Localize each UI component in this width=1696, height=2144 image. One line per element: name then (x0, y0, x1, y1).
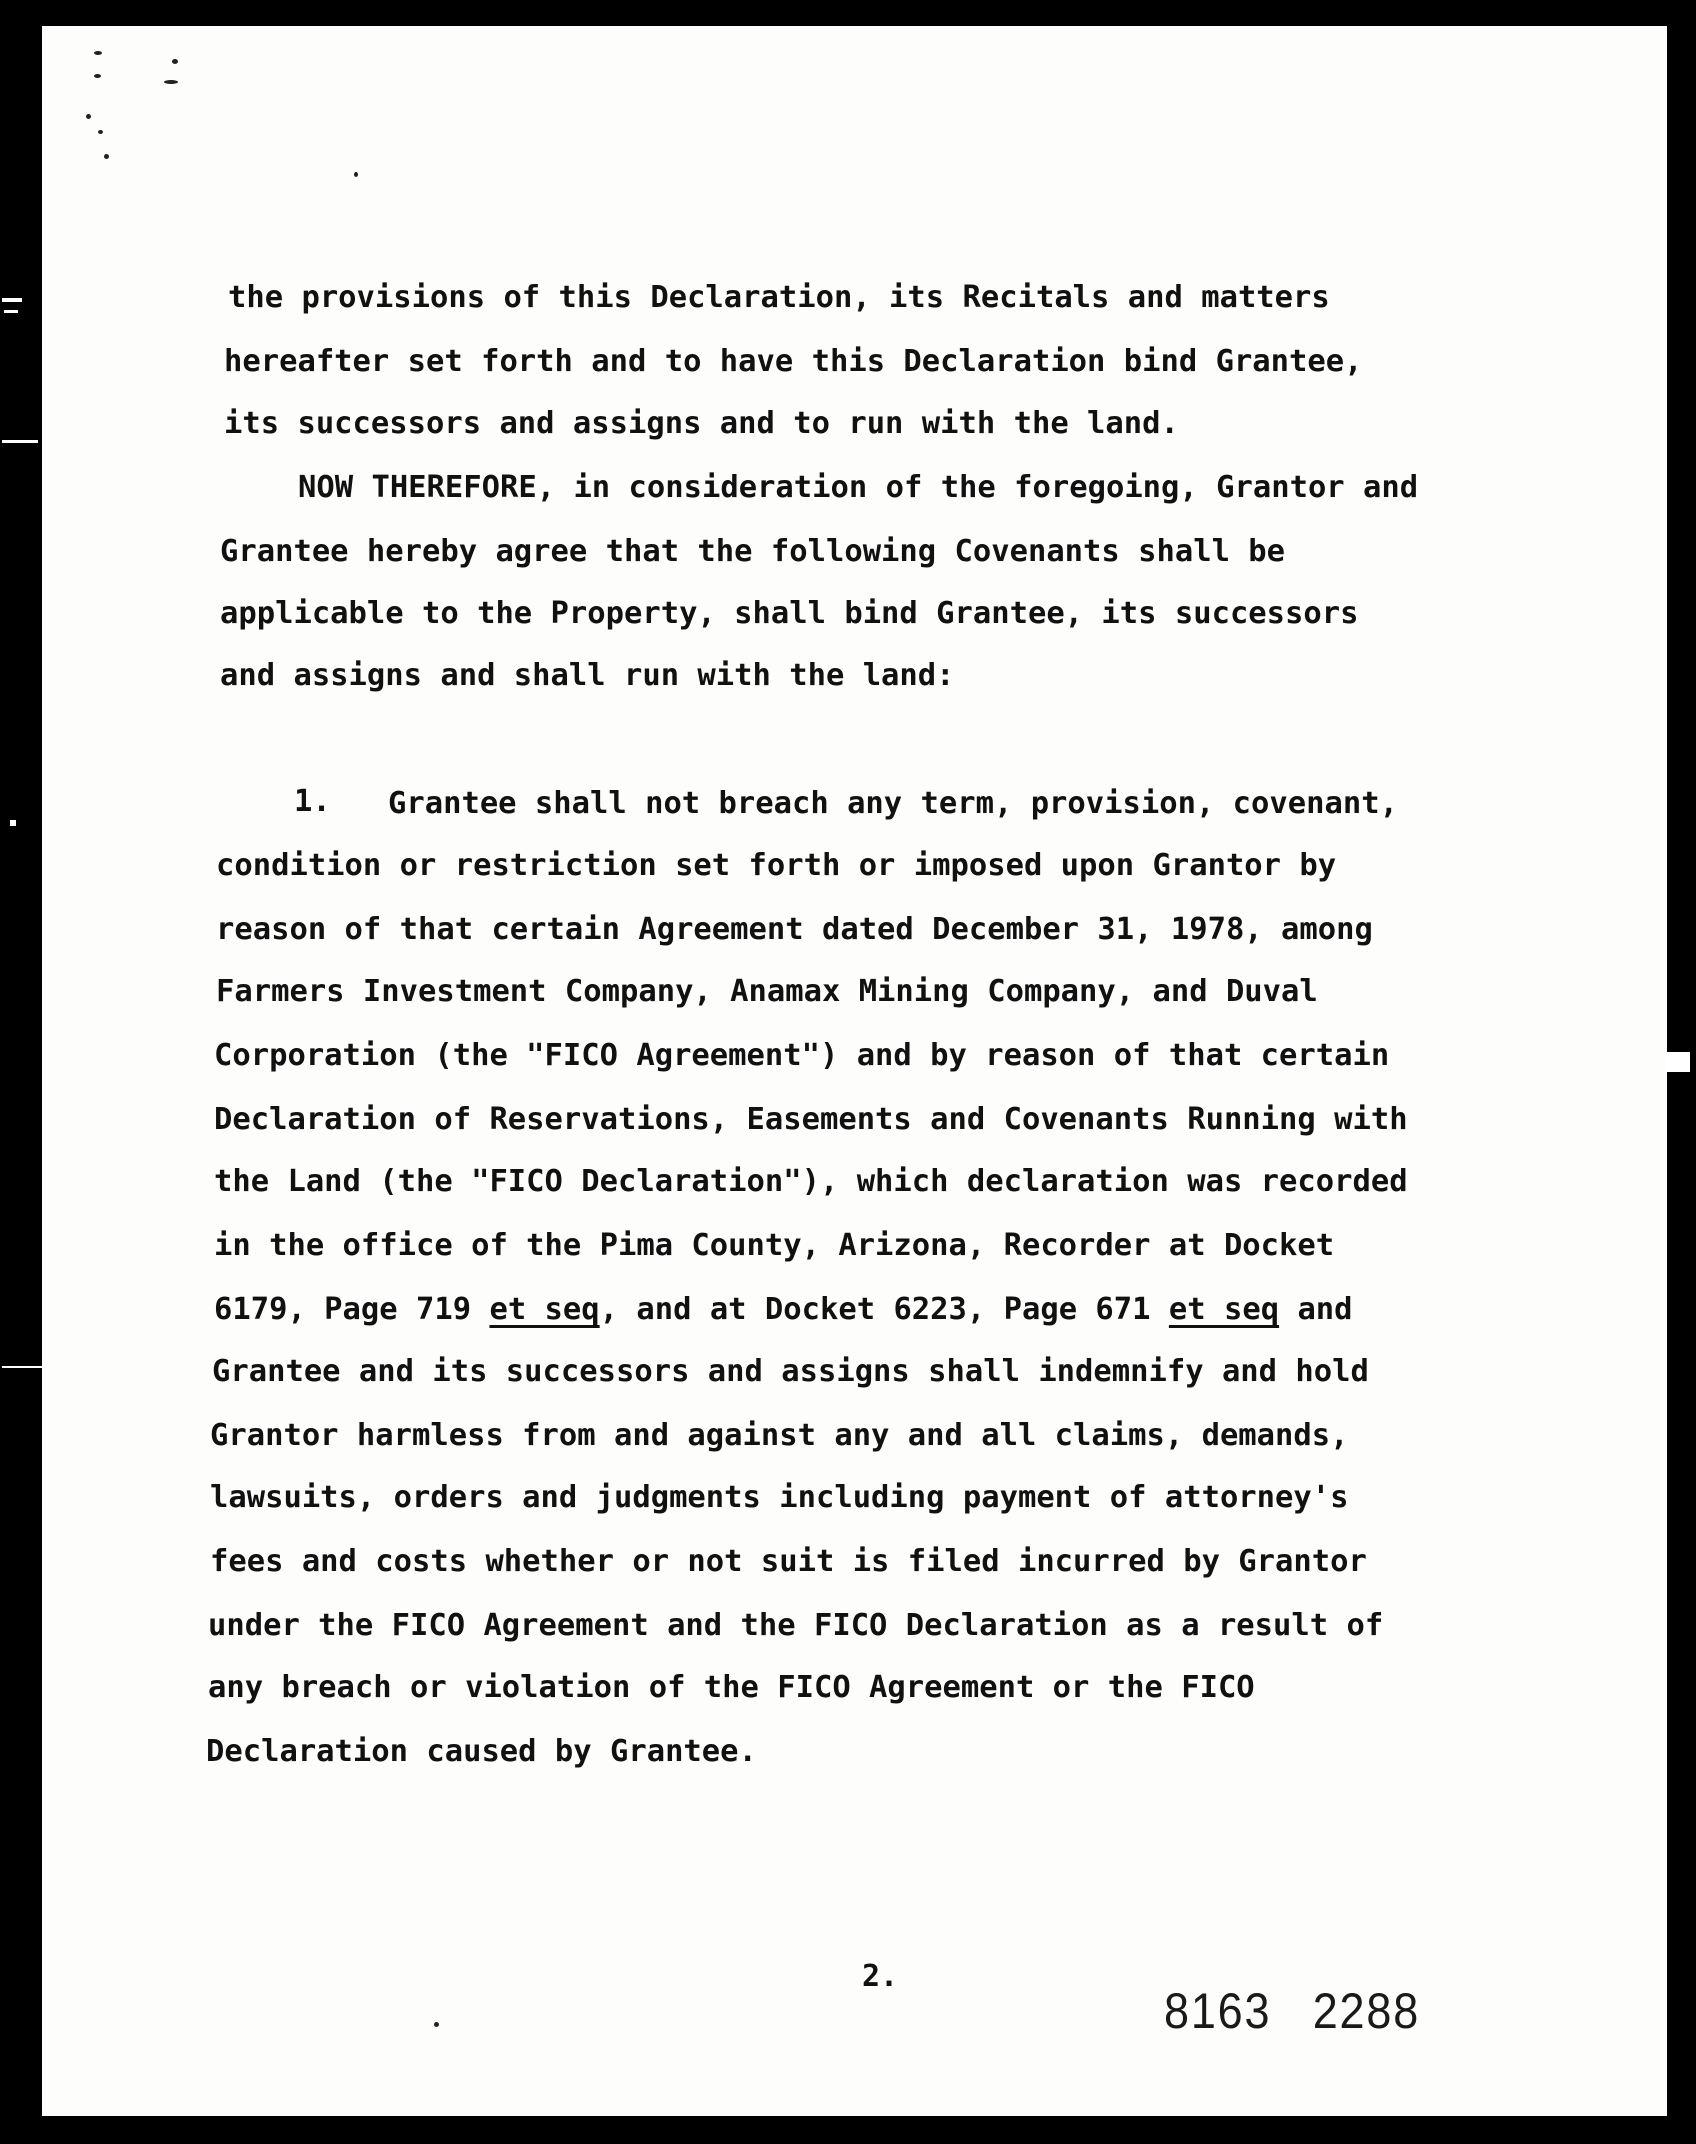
scan-edge-mark (2, 298, 22, 302)
docket-line (214, 1292, 1353, 1327)
scan-speck (94, 51, 102, 55)
page-number: 2. (862, 1959, 899, 1994)
text-line: Declaration caused by Grantee. (206, 1734, 757, 1769)
text-line: applicable to the Property, shall bind Grantee, its successors (220, 596, 1359, 631)
scan-edge-mark (2, 1366, 42, 1368)
scan-speck (86, 114, 91, 119)
text-line: in the office of the Pima County, Arizona, Recorder at Docket (214, 1228, 1335, 1263)
document-page (42, 26, 1667, 2116)
text-segment: , and at Docket 6223, Page 671 (599, 1292, 1169, 1327)
scan-speck (98, 130, 103, 134)
text-line: the provisions of this Declaration, its Recitals and matters (228, 280, 1330, 315)
recording-docket-number: 8163 (1164, 1983, 1272, 2039)
et-seq-underlined: et seq (489, 1292, 600, 1327)
scan-edge-mark (10, 820, 16, 826)
text-line: condition or restriction set forth or imposed upon Grantor by (216, 848, 1337, 883)
text-line: Declaration of Reservations, Easements and Covenants Running with (214, 1102, 1408, 1137)
recording-stamp (1164, 1982, 1420, 2040)
text-line: Farmers Investment Company, Anamax Mining Company, and Duval (216, 974, 1318, 1009)
text-line: lawsuits, orders and judgments including payment of attorney's (210, 1480, 1349, 1515)
scan-speck (172, 59, 178, 64)
recording-page-number: 2288 (1312, 1983, 1421, 2039)
scan-edge-mark (2, 440, 38, 443)
text-line: NOW THEREFORE, in consideration of the foregoing, Grantor and (298, 470, 1419, 505)
scan-speck (354, 172, 358, 177)
text-segment: 6179, Page 719 (214, 1292, 490, 1327)
et-seq-underlined: et seq (1168, 1292, 1280, 1327)
text-line: Grantee and its successors and assigns shall indemnify and hold (212, 1354, 1369, 1389)
text-line: hereafter set forth and to have this Declaration bind Grantee, (224, 344, 1363, 379)
text-line: Grantor harmless from and against any and all claims, demands, (210, 1418, 1349, 1453)
text-line: its successors and assigns and to run with the land. (224, 406, 1179, 441)
text-line: under the FICO Agreement and the FICO Declaration as a result of (208, 1608, 1384, 1643)
scan-speck (164, 80, 178, 84)
text-segment: and (1279, 1292, 1353, 1327)
text-line: fees and costs whether or not suit is filed incurred by Grantor (210, 1544, 1367, 1579)
text-line: Grantee shall not breach any term, provision, covenant, (388, 786, 1398, 821)
text-line: Grantee hereby agree that the following Covenants shall be (220, 534, 1286, 569)
text-line: and assigns and shall run with the land: (220, 658, 955, 693)
text-line: the Land (the "FICO Declaration"), which declaration was recorded (214, 1164, 1408, 1199)
scan-speck (434, 2022, 439, 2027)
scan-speck (104, 154, 109, 159)
text-line: Corporation (the "FICO Agreement") and by reason of that certain (214, 1038, 1390, 1073)
text-line: any breach or violation of the FICO Agreement or the FICO (208, 1670, 1255, 1705)
covenant-number: 1. (294, 784, 331, 819)
scan-edge-mark (4, 310, 18, 313)
scan-speck (94, 74, 101, 78)
text-line: reason of that certain Agreement dated December 31, 1978, among (216, 912, 1373, 947)
scan-edge-mark (1666, 1052, 1690, 1072)
